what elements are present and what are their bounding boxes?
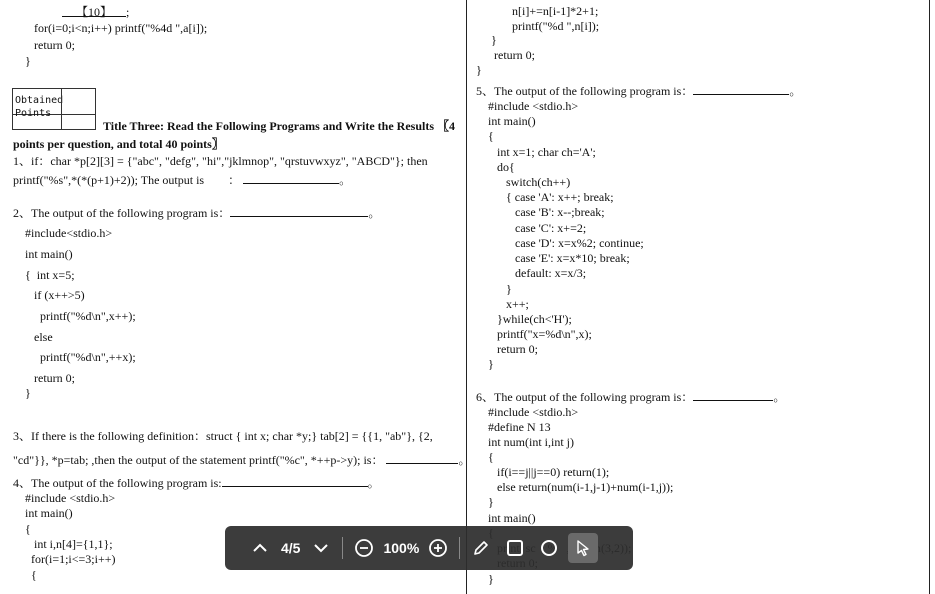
section-title: Title Three: Read the Following Programs and Write the Results 〖4	[103, 119, 455, 133]
code-line: return 0;	[497, 342, 538, 356]
answer-blank[interactable]	[693, 389, 773, 401]
code-line: }while(ch<'H');	[497, 312, 572, 326]
zoom-out-button[interactable]	[349, 533, 379, 563]
code-line: int main()	[488, 114, 536, 128]
toolbar-divider	[459, 537, 460, 559]
toolbar-divider	[342, 537, 343, 559]
pen-icon	[471, 538, 491, 558]
previous-page-button[interactable]	[245, 533, 275, 563]
code-line: }	[491, 33, 497, 47]
code-line: x++;	[506, 297, 529, 311]
question-2-heading: 2、The output of the following program is： 。	[13, 206, 381, 220]
chevron-down-icon	[311, 538, 331, 558]
question-4-heading: 4、The output of the following program is: 。	[13, 476, 380, 490]
code-line: int main()	[25, 506, 73, 520]
code-line: #define N 13	[488, 420, 551, 434]
code-line: }	[476, 63, 482, 77]
question-6-heading: 6、The output of the following program is： 。	[476, 390, 786, 404]
code-line: case 'B': x--;break;	[515, 205, 605, 219]
code-line: { case 'A': x++; break;	[506, 190, 614, 204]
code-line: }	[488, 495, 494, 509]
question-1-line-1: 1、if：char *p[2][3] = {"abc", "defg", "hi","jklmnop", "qrstuvwxyz", "ABCD"}; then	[13, 154, 428, 168]
code-line: }	[488, 572, 494, 586]
right-page-column	[467, 0, 930, 594]
code-line: #include <stdio.h>	[488, 99, 579, 113]
code-line: }	[25, 386, 31, 400]
code-line: if(i==j||j==0) return(1);	[497, 465, 610, 479]
answer-10-suffix: ;	[126, 5, 130, 19]
score-box-label-2: Points	[15, 108, 52, 119]
question-5-heading: 5、The output of the following program is： 。	[476, 84, 802, 98]
code-line: printf("%d ",n[i]);	[512, 19, 600, 33]
code-line: int main()	[25, 247, 73, 261]
zoom-in-icon	[428, 538, 448, 558]
code-line: if (x++>5)	[34, 288, 85, 302]
code-line: { int x=5;	[25, 268, 75, 282]
zoom-out-icon	[354, 538, 374, 558]
code-line: return 0;	[494, 48, 535, 62]
code-line: }	[488, 357, 494, 371]
answer-blank[interactable]	[693, 83, 789, 95]
code-line: printf("%d\n",x++);	[40, 309, 136, 323]
code-line: printf("%d\n",++x);	[40, 350, 136, 364]
circle-tool-button[interactable]	[534, 533, 564, 563]
score-box-divider	[61, 89, 62, 129]
code-line: else	[34, 330, 53, 344]
chevron-up-icon	[250, 538, 270, 558]
code-line: case 'D': x=x%2; continue;	[515, 236, 644, 250]
rectangle-tool-button[interactable]	[500, 533, 530, 563]
code-line: do{	[497, 160, 515, 174]
code-line: for(i=0;i<n;i++) printf("%4d ",a[i]);	[34, 21, 208, 35]
square-icon	[505, 538, 525, 558]
cursor-icon	[573, 538, 593, 558]
code-line: #include<stdio.h>	[25, 226, 113, 240]
code-line: return 0;	[34, 371, 75, 385]
pdf-viewer-toolbar	[225, 526, 633, 570]
code-line: }	[506, 282, 512, 296]
next-page-button[interactable]	[306, 533, 336, 563]
answer-10-label: 【10】	[62, 5, 126, 17]
code-line: else return(num(i-1,j-1)+num(i-1,j));	[497, 480, 674, 494]
code-line: {	[31, 568, 37, 582]
code-line: int main()	[488, 511, 536, 525]
answer-blank[interactable]	[243, 172, 339, 184]
code-line: #include <stdio.h>	[25, 491, 116, 505]
code-line: n[i]+=n[i-1]*2+1;	[512, 4, 599, 18]
zoom-level[interactable]: 100%	[383, 540, 420, 556]
code-line: int i,n[4]={1,1};	[34, 537, 113, 551]
code-line: {	[25, 522, 31, 536]
code-line: {	[488, 450, 494, 464]
code-line: for(i=1;i<=3;i++)	[31, 552, 116, 566]
code-line: return 0;	[34, 38, 75, 52]
pen-tool-button[interactable]	[466, 533, 496, 563]
answer-blank[interactable]	[230, 205, 368, 217]
zoom-in-button[interactable]	[423, 533, 453, 563]
code-line: int x=1; char ch='A';	[497, 145, 596, 159]
code-line: case 'E': x=x*10; break;	[515, 251, 630, 265]
section-title-cont: points per question, and total 40 points〗	[13, 137, 224, 151]
code-line: }	[25, 54, 31, 68]
question-3-line-2: "cd"}}, *p=tab; ,then the output of the statement printf("%c", *++p->y); is： 。	[13, 453, 471, 467]
score-box-label-1: Obtained	[15, 95, 64, 106]
answer-blank-10	[62, 5, 129, 19]
code-line: printf("x=%d\n",x);	[497, 327, 592, 341]
code-line: case 'C': x+=2;	[515, 221, 587, 235]
code-line: switch(ch++)	[506, 175, 571, 189]
code-line: int num(int i,int j)	[488, 435, 574, 449]
answer-blank[interactable]	[386, 452, 458, 464]
question-3-line-1: 3、If there is the following definition：struct { int x; char *y;} tab[2] = {{1, "ab"}, {2,	[13, 429, 433, 443]
circle-icon	[539, 538, 559, 558]
select-tool-button[interactable]	[568, 533, 598, 563]
page-indicator[interactable]: 4/5	[281, 540, 301, 556]
answer-blank[interactable]	[222, 475, 368, 487]
code-line: default: x=x/3;	[515, 266, 587, 280]
code-line: #include <stdio.h>	[488, 405, 579, 419]
question-1-line-2: printf("%s",*(*(p+1)+2)); The output is ： 。	[13, 173, 352, 187]
code-line: {	[488, 129, 494, 143]
obtained-points-box	[12, 88, 96, 130]
